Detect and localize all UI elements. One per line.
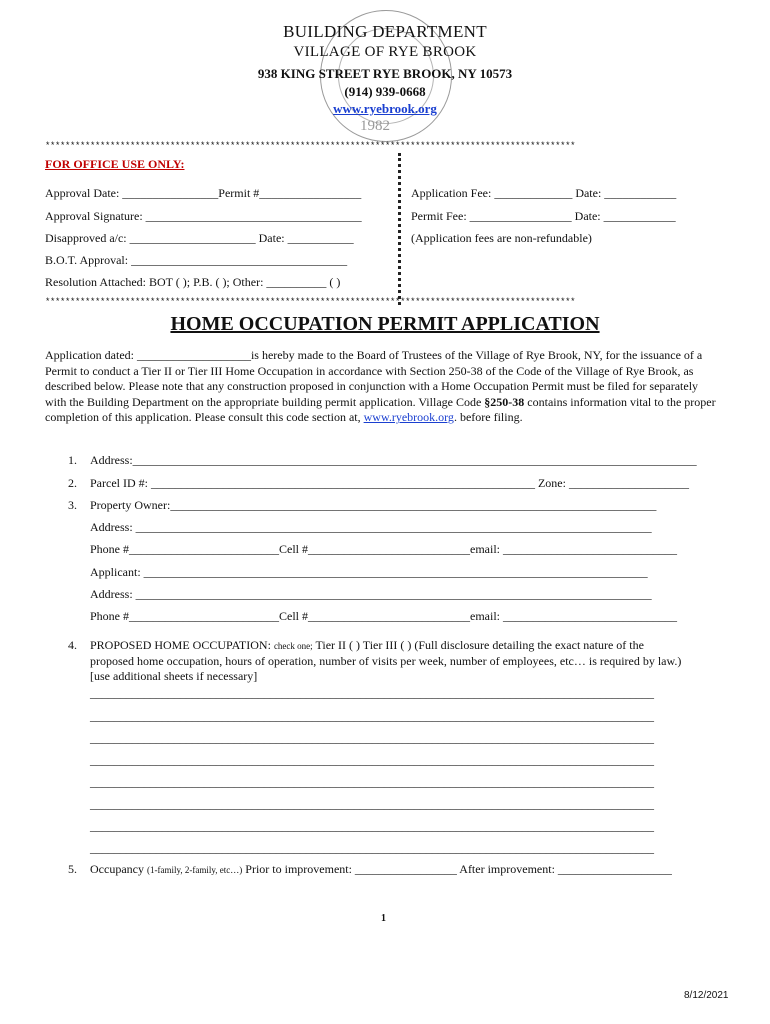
occupancy-label: Occupancy <box>90 862 147 876</box>
intro-paragraph <box>45 348 730 426</box>
description-line[interactable]: ______________________________________________________________________________________________ <box>90 819 654 833</box>
occupancy-row[interactable] <box>90 862 672 877</box>
page-title: HOME OCCUPATION PERMIT APPLICATION <box>170 313 600 335</box>
owner-phone-row[interactable]: Phone #_________________________Cell #___________________________email: _____________________________ <box>90 542 677 556</box>
department-title: BUILDING DEPARTMENT <box>283 22 487 41</box>
applicant-address-field[interactable]: Address: ______________________________________________________________________________________ <box>90 587 652 601</box>
occupancy-hint: (1-family, 2-family, etc…) <box>146 865 243 875</box>
tier-options[interactable]: Tier II ( ) Tier III ( ) (Full disclosure detailing the exact nature of the <box>312 638 644 652</box>
revision-date: 8/12/2021 <box>684 990 729 1001</box>
permit-fee-field[interactable]: Permit Fee: _________________ Date: ____________ <box>411 209 676 223</box>
description-line[interactable]: ______________________________________________________________________________________________ <box>90 686 654 700</box>
star-divider-bottom: ********************************************************************************************************** <box>45 297 576 307</box>
approval-signature-field[interactable]: Approval Signature: ____________________________________ <box>45 209 362 223</box>
intro-line-2: Permit to conduct a Tier II or Tier III Home Occupation in accordance with Section 250-38 of the Code of the Village of Rye Brook, as <box>45 363 694 378</box>
proposed-label: PROPOSED HOME OCCUPATION: <box>90 638 274 652</box>
applicant-field[interactable]: Applicant: ____________________________________________________________________________________ <box>90 565 648 579</box>
property-owner-field[interactable]: Property Owner:_________________________________________________________________________________ <box>90 498 657 512</box>
office-use-heading: FOR OFFICE USE ONLY: <box>45 157 185 171</box>
applicant-phone-row[interactable]: Phone #_________________________Cell #___________________________email: _____________________________ <box>90 609 677 623</box>
village-name: VILLAGE OF RYE BROOK <box>293 44 477 60</box>
description-line[interactable]: ______________________________________________________________________________________________ <box>90 797 654 811</box>
item-number-2: 2. <box>68 476 77 490</box>
item-number-4: 4. <box>68 638 77 652</box>
approval-date-field[interactable]: Approval Date: ________________Permit #_________________ <box>45 186 362 200</box>
bot-approval-field[interactable]: B.O.T. Approval: ____________________________________ <box>45 253 348 267</box>
star-divider-top: ********************************************************************************************************** <box>45 141 576 151</box>
page-number: 1 <box>381 913 386 924</box>
proposed-occupation-line-3: [use additional sheets if necessary] <box>90 669 258 683</box>
intro-line-4 <box>45 395 730 411</box>
parcel-zone-field[interactable]: Parcel ID #: ________________________________________________________________ Zone: ____________________ <box>90 476 689 490</box>
proposed-occupation-line-1[interactable] <box>90 638 644 653</box>
description-line[interactable]: ______________________________________________________________________________________________ <box>90 731 654 745</box>
intro-line-5-tail: . before filing. <box>453 410 523 424</box>
property-address-field[interactable]: Address:______________________________________________________________________________________________ <box>90 453 697 467</box>
check-one-hint: check one; <box>273 641 313 651</box>
code-section-ref: §250-38 <box>484 394 525 409</box>
code-website-link[interactable]: www.ryebrook.org <box>363 410 454 424</box>
fees-note: (Application fees are non-refundable) <box>411 231 592 245</box>
disapproved-field[interactable]: Disapproved a/c: _____________________ Date: ___________ <box>45 231 354 245</box>
item-number-1: 1. <box>68 453 77 467</box>
description-line[interactable]: ______________________________________________________________________________________________ <box>90 775 654 789</box>
intro-line-5-text: completion of this application. Please consult this code section at, <box>45 410 364 424</box>
item-number-5: 5. <box>68 862 77 876</box>
intro-line-4-text: with the Building Department on the appropriate building permit application. Village Code <box>45 394 485 409</box>
department-phone: (914) 939-0668 <box>344 84 426 99</box>
dotted-separator <box>398 153 401 305</box>
department-address: 938 KING STREET RYE BROOK, NY 10573 <box>257 66 513 81</box>
application-fee-field[interactable]: Application Fee: _____________ Date: ____________ <box>411 186 677 200</box>
website-link[interactable]: www.ryebrook.org <box>333 101 437 116</box>
intro-line-4-tail: contains information vital to the proper <box>524 394 716 409</box>
description-line[interactable]: ______________________________________________________________________________________________ <box>90 709 654 723</box>
proposed-occupation-line-2: proposed home occupation, hours of operation, number of visits per week, number of employees, etc… is required by law.) <box>90 654 682 668</box>
owner-address-field[interactable]: Address: ______________________________________________________________________________________ <box>90 520 652 534</box>
item-number-3: 3. <box>68 498 77 512</box>
intro-line-3: described below. Please note that any construction proposed in conjunction with a Home Occupation Permit must be filed for separately <box>45 379 699 393</box>
intro-line-1: Application dated: ___________________is hereby made to the Board of Trustees of the Village of Rye Brook, NY, for the issuance of a <box>45 348 703 362</box>
description-line[interactable]: ______________________________________________________________________________________________ <box>90 841 654 855</box>
intro-line-5 <box>45 410 730 426</box>
occupancy-fields[interactable]: Prior to improvement: _________________ After improvement: ___________________ <box>242 862 672 876</box>
description-line[interactable]: ______________________________________________________________________________________________ <box>90 753 654 767</box>
resolution-attached-field[interactable]: Resolution Attached: BOT ( ); P.B. ( ); Other: __________ ( ) <box>45 275 341 289</box>
seal-year: 1982 <box>360 118 390 134</box>
